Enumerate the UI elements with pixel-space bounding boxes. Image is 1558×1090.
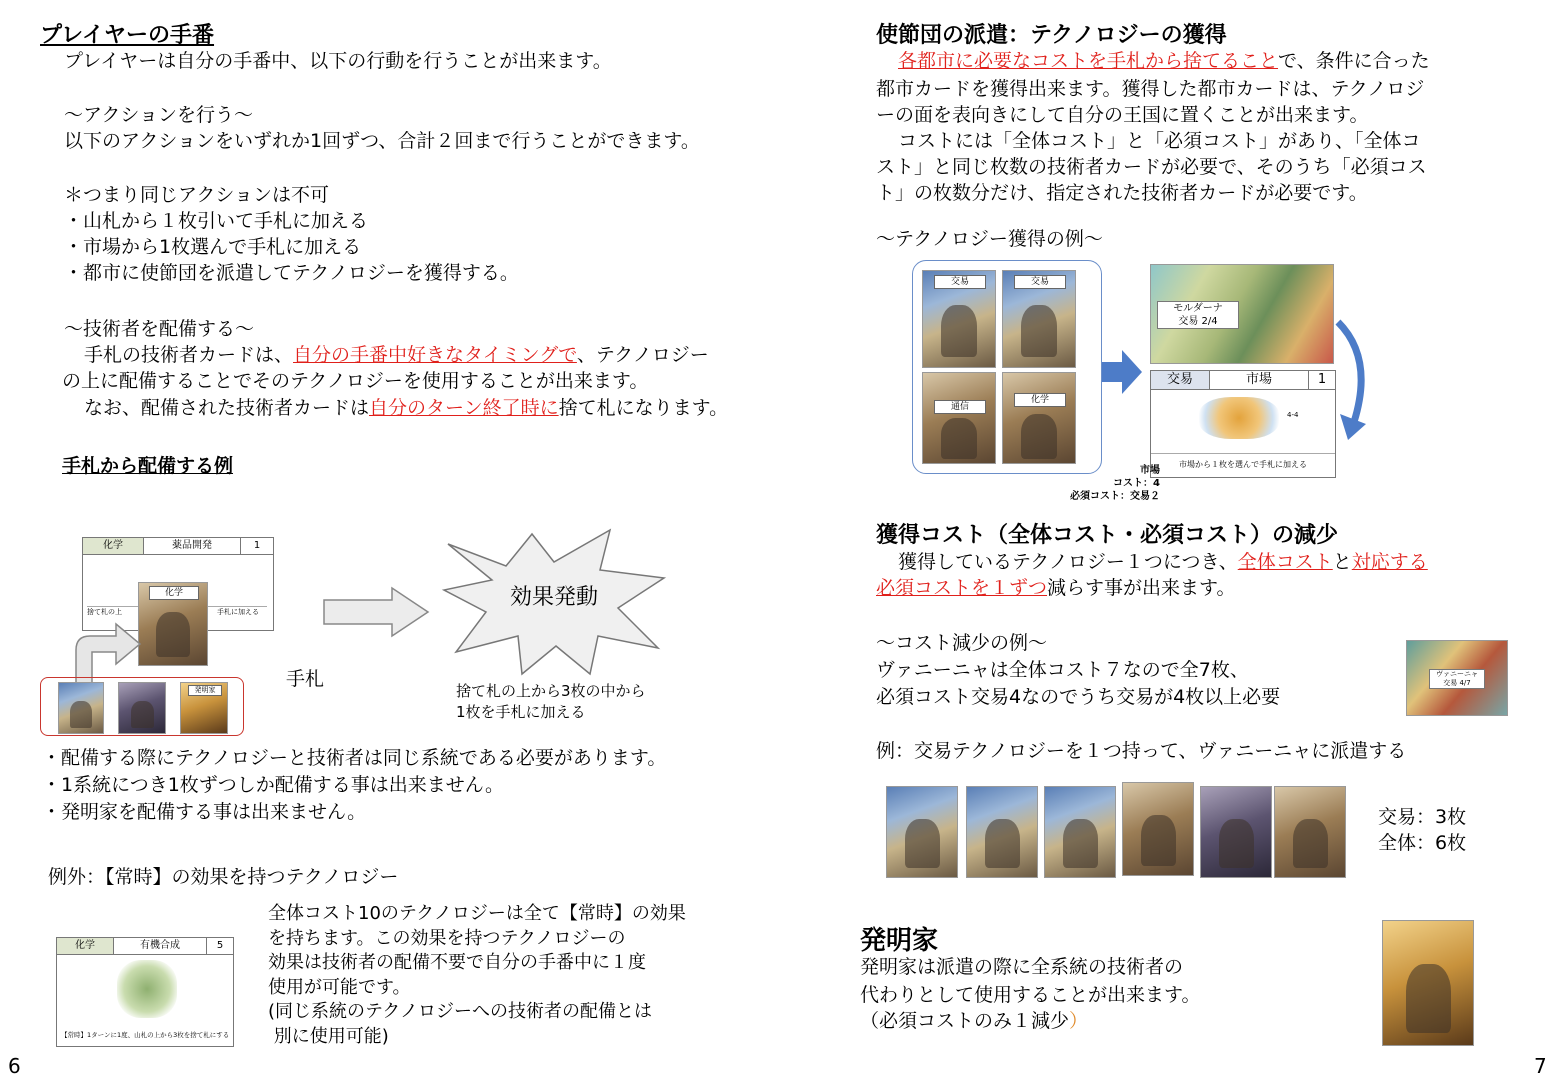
page-title-player-turn: プレイヤーの手番 [40,23,215,48]
engineer-card-trade [1044,786,1116,878]
cost-example-heading: ～コスト減少の例～ [876,632,1048,654]
hand-card-chemistry: 化学 [1002,372,1076,464]
deploy-line-2: の上に配備することでそのテクノロジーを使用することが出来ます。 [62,370,649,392]
inventor-line: 代わりとして使用することが出来ます。 [860,984,1201,1006]
card-footer: 市場から１枚を選んで手札に加える [1151,453,1335,476]
card-system: 化学 [57,938,114,954]
engineer-card-trade [886,786,958,878]
action-item: ・都市に使節団を派遣してテクノロジーを獲得する。 [64,262,519,284]
exception-text: 全体コスト10のテクノロジーは全て【常時】の効果 を持ちます。この効果を持つテクノロジーの 効果は技術者の配備不要で自分の手番中に１度 使用が可能です。 (同じ系統のテクノロジーへの技術者の配備とは 別に使用可能) [268,903,686,1047]
reduction-title: 獲得コスト（全体コスト・必須コスト）の減少 [876,523,1339,548]
card-name: 市場 [1210,371,1309,389]
actions-heading: ～アクションを行う～ [64,104,254,126]
tech-card-market [1150,370,1336,478]
card-name: 薬品開発 [144,538,241,554]
tech-card-organic-synthesis [56,937,234,1047]
envoy-line-4: コストには「全体コスト」と「必須コスト」があり、「全体コ [898,130,1421,152]
deploy-line-3: なお、配備された技術者カードは自分のターン終了時に捨て札になります。 [84,397,729,419]
exception-heading: 例外：【常時】の効果を持つテクノロジー [48,866,399,888]
deploy-line-1: 手札の技術者カードは、自分の手番中好きなタイミングで、テクノロジー [84,344,709,366]
page-number-right: 7 [1534,1054,1547,1078]
count-line: 全体：6枚 [1378,832,1467,854]
envoy-line-1: 各都市に必要なコストを手札から捨てることで、条件に合った [898,50,1430,72]
reduction-line-1: 獲得しているテクノロジー１つにつき、全体コストと対応する [898,551,1428,573]
action-item: ・山札から１枚引いて手札に加える [64,210,369,232]
actions-note: ＊つまり同じアクションは不可 [64,184,330,206]
deploy-heading: ～技術者を配備する～ [64,318,255,340]
hand-card-communication: 通信 [922,372,996,464]
city-card-vaninya [1406,640,1508,716]
action-item: ・市場から1枚選んで手札に加える [64,236,362,258]
hand-card-inventor: 発明家 [180,682,228,734]
card-cost: 1 [1317,372,1327,387]
envoy-line-2: 都市カードを獲得出来ます。獲得した都市カードは、テクノロジ [876,78,1425,100]
card-name: 有機合成 [114,938,207,954]
card-illustration [117,960,177,1018]
card-footer: 【常時】1ターンに1度、山札の上から3枚を捨て札にする [61,1031,230,1039]
actions-desc: 以下のアクションをいずれか1回ずつ、合計２回まで行うことができます。 [64,130,700,152]
tech-example-heading: ～テクノロジー獲得の例～ [876,228,1103,250]
envoy-title: 使節団の派遣：テクノロジーの獲得 [876,23,1227,48]
city-card-map [1150,264,1334,364]
card-label: 化学 [149,586,199,600]
engineer-card-trade [966,786,1038,878]
highlight-text: 自分のターン終了時に [369,397,559,419]
engineer-card [1274,786,1346,878]
city-label: ヴァニーニャ 交易 4/7 [1429,669,1485,689]
highlight-text: 全体コスト [1237,551,1333,573]
card-text: 捨て札の上 手札に加える [87,606,267,617]
highlight-text: 各都市に必要なコストを手札から捨てること [898,50,1279,72]
city-label: モルダーナ 交易 2/4 [1157,301,1239,329]
count-line: 交易：3枚 [1378,806,1467,828]
inventor-note: （必須コストのみ１減少） [860,1010,1089,1032]
envoy-line-5: スト」と同じ枚数の技術者カードが必要で、そのうち「必須コス [876,156,1427,178]
envoy-line-3: ーの面を表向きにして自分の王国に置くことが出来ます。 [876,104,1369,126]
cost-example-line: ヴァニーニャは全体コスト７なので全7枚、 [876,659,1249,681]
card-illustration [1199,397,1279,439]
intro-text: プレイヤーは自分の手番中、以下の行動を行うことが出来ます。 [64,50,612,72]
inventor-title: 発明家 [860,926,939,956]
rule-item: ・配備する際にテクノロジーと技術者は同じ系統である必要があります。 [42,747,667,769]
card-cost: 5 [216,940,224,951]
market-caption: 市場 コスト：4 必須コスト：交易２ [1070,465,1160,502]
engineer-card [1200,786,1272,878]
arrow-right-icon [1102,348,1144,396]
engineer-card [1122,782,1194,876]
inventor-line: 発明家は派遣の際に全系統の技術者の [860,956,1184,978]
rule-item: ・1系統につき1枚ずつしか配備する事は出来ません。 [42,774,504,796]
curved-arrow-icon [1330,318,1380,444]
card-cost: 1 [253,540,261,551]
highlight-text: 自分の手番中好きなタイミングで [293,344,577,366]
hand-card [118,682,166,734]
page-number-left: 6 [8,1054,21,1078]
card-value: 4-4 [1287,411,1299,419]
hand-card [58,682,104,734]
highlight-text: 対応する [1351,551,1428,573]
reduction-line-2: 必須コストを１ずつ減らす事が出来ます。 [876,577,1236,599]
effect-desc: 捨て札の上から3枚の中から 1枚を手札に加える [456,682,646,721]
arrow-right-icon [322,586,432,638]
example-line: 例：交易テクノロジーを１つ持って、ヴァニーニャに派遣する [876,740,1407,762]
hand-label: 手札 [286,668,325,690]
inventor-card [1382,920,1474,1046]
effect-label: 効果発動 [510,585,599,610]
cost-example-line: 必須コスト交易4なのでうち交易が4枚以上必要 [876,686,1281,708]
example-heading: 手札から配備する例 [62,455,234,477]
card-system: 化学 [83,538,144,554]
highlight-text: 必須コストを１ずつ [876,577,1048,599]
hand-card-trade: 交易 [1002,270,1076,368]
hand-card-trade: 交易 [922,270,996,368]
card-system: 交易 [1151,371,1210,389]
envoy-line-6: ト」の枚数分だけ、指定された技術者カードが必要です。 [876,182,1368,204]
rule-item: ・発明家を配備する事は出来ません。 [42,801,367,823]
